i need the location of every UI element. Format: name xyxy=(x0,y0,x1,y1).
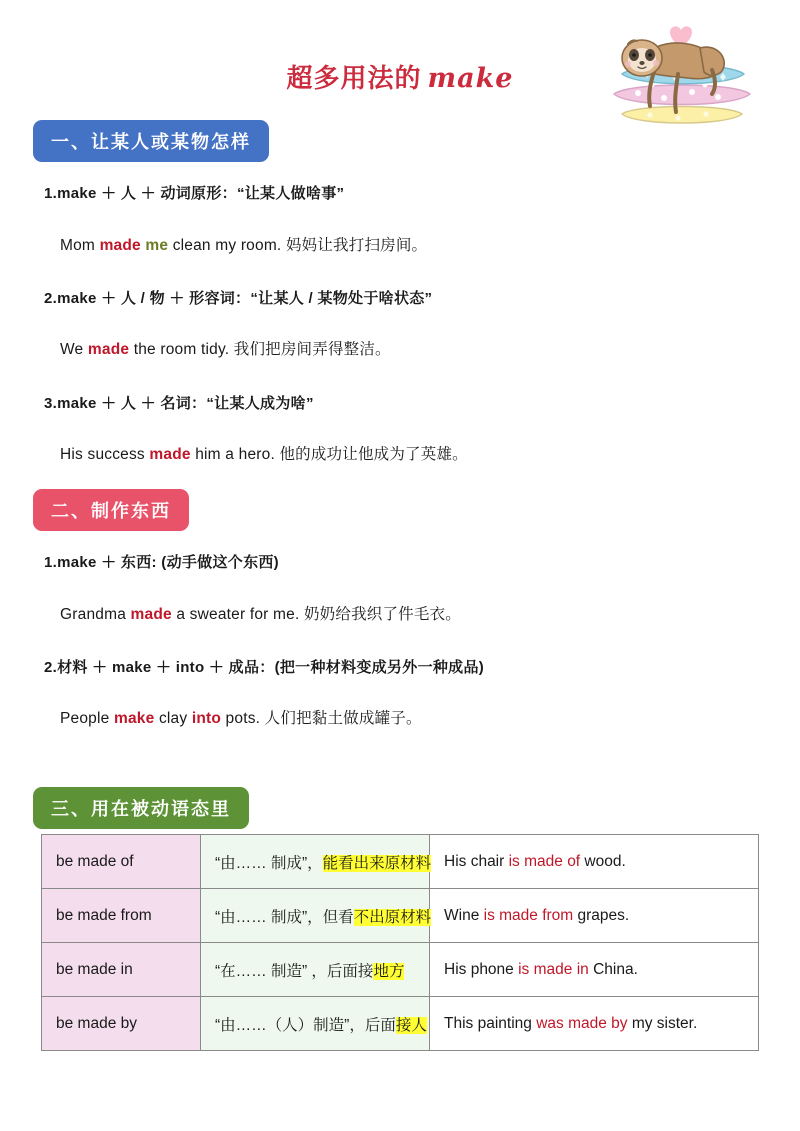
meaning-cell xyxy=(201,889,430,943)
example-text-tail: my sister. xyxy=(627,1014,698,1032)
rule-1-2: 2.make ＋ 人 / 物 ＋ 形容词：“让某人 / 某物处于啥状态” xyxy=(44,290,433,307)
rule-1-1: 1.make ＋ 人 ＋ 动词原形：“让某人做啥事” xyxy=(44,185,345,202)
example-text: His success xyxy=(60,446,150,463)
example-text: Grandma xyxy=(60,606,131,623)
example-cell xyxy=(430,889,759,943)
keyword-made: made xyxy=(87,341,130,358)
example-1-1 xyxy=(60,233,427,255)
keyword-phrase: is made in xyxy=(518,960,589,978)
rule-2-2: 2.材料 ＋ make ＋ into ＋ 成品：(把一种材料变成另外一种成品) xyxy=(44,659,485,676)
example-text-tail: clean my room. 妈妈让我打扫房间。 xyxy=(168,237,428,254)
keyword-me: me xyxy=(145,237,169,254)
meaning-text: “由……（人）制造”，后面 xyxy=(215,1016,396,1034)
example-text-tail: pots. 人们把黏土做成罐子。 xyxy=(221,710,422,727)
example-text: People xyxy=(60,710,114,727)
example-text-tail: the room tidy. 我们把房间弄得整洁。 xyxy=(129,341,391,358)
section-header-2: 二、制作东西 xyxy=(33,489,189,531)
example-2-2 xyxy=(60,706,422,728)
meaning-highlight: 能看出来原材料 xyxy=(322,854,432,872)
table-row xyxy=(42,889,759,943)
term-cell: be made of xyxy=(42,835,201,889)
keyword-phrase: is made from xyxy=(483,906,574,924)
table-row xyxy=(42,943,759,997)
rule-1-3: 3.make ＋ 人 ＋ 名词：“让某人成为啥” xyxy=(44,395,314,412)
meaning-cell xyxy=(201,835,430,889)
table-row xyxy=(42,835,759,889)
example-1-2 xyxy=(60,337,391,359)
example-cell xyxy=(430,943,759,997)
meaning-text: “在…… 制造” ，后面接 xyxy=(215,962,374,980)
keyword-made: made xyxy=(149,446,191,463)
example-text: This painting xyxy=(444,1014,537,1032)
example-2-1 xyxy=(60,602,461,624)
example-text: Wine xyxy=(444,906,484,924)
keyword-phrase: was made by xyxy=(536,1014,628,1032)
keyword-made: made xyxy=(130,606,172,623)
example-text: Mom xyxy=(60,237,100,254)
example-cell xyxy=(430,835,759,889)
sloth-on-pillows-illustration xyxy=(592,8,772,130)
example-text: His phone xyxy=(444,960,519,978)
keyword-into: into xyxy=(191,710,222,727)
example-cell xyxy=(430,997,759,1051)
term-cell: be made in xyxy=(42,943,201,997)
table-row xyxy=(42,997,759,1051)
example-mid: clay xyxy=(154,710,192,727)
term-cell: be made by xyxy=(42,997,201,1051)
section-header-3: 三、用在被动语态里 xyxy=(33,787,249,829)
example-text-tail: wood. xyxy=(580,852,626,870)
term-cell: be made from xyxy=(42,889,201,943)
example-1-3 xyxy=(60,442,468,464)
example-text-tail: China. xyxy=(588,960,638,978)
meaning-highlight: 不出原材料 xyxy=(353,908,432,926)
example-text-tail: grapes. xyxy=(573,906,630,924)
keyword-phrase: is made of xyxy=(508,852,581,870)
meaning-highlight: 地方 xyxy=(373,962,405,980)
meaning-text: “由…… 制成”，但看 xyxy=(215,908,354,926)
example-text: We xyxy=(60,341,88,358)
passive-voice-table xyxy=(41,834,759,1051)
rule-2-1: 1.make ＋ 东西: (动手做这个东西) xyxy=(44,554,279,571)
keyword-make: make xyxy=(113,710,155,727)
meaning-text: “由…… 制成”， xyxy=(215,854,323,872)
example-text: His chair xyxy=(444,852,509,870)
section-header-1: 一、让某人或某物怎样 xyxy=(33,120,269,162)
pillow-middle xyxy=(614,83,750,105)
pillow-bottom xyxy=(622,107,742,124)
meaning-cell xyxy=(201,997,430,1051)
meaning-cell xyxy=(201,943,430,997)
meaning-highlight: 接人 xyxy=(395,1016,427,1034)
example-text-tail: a sweater for me. 奶奶给我织了件毛衣。 xyxy=(171,606,461,623)
page-title-en: make xyxy=(427,63,514,94)
keyword-made: made xyxy=(99,237,141,254)
page-title-zh: 超多用法的 xyxy=(286,63,422,93)
example-text-tail: him a hero. 他的成功让他成为了英雄。 xyxy=(190,446,468,463)
